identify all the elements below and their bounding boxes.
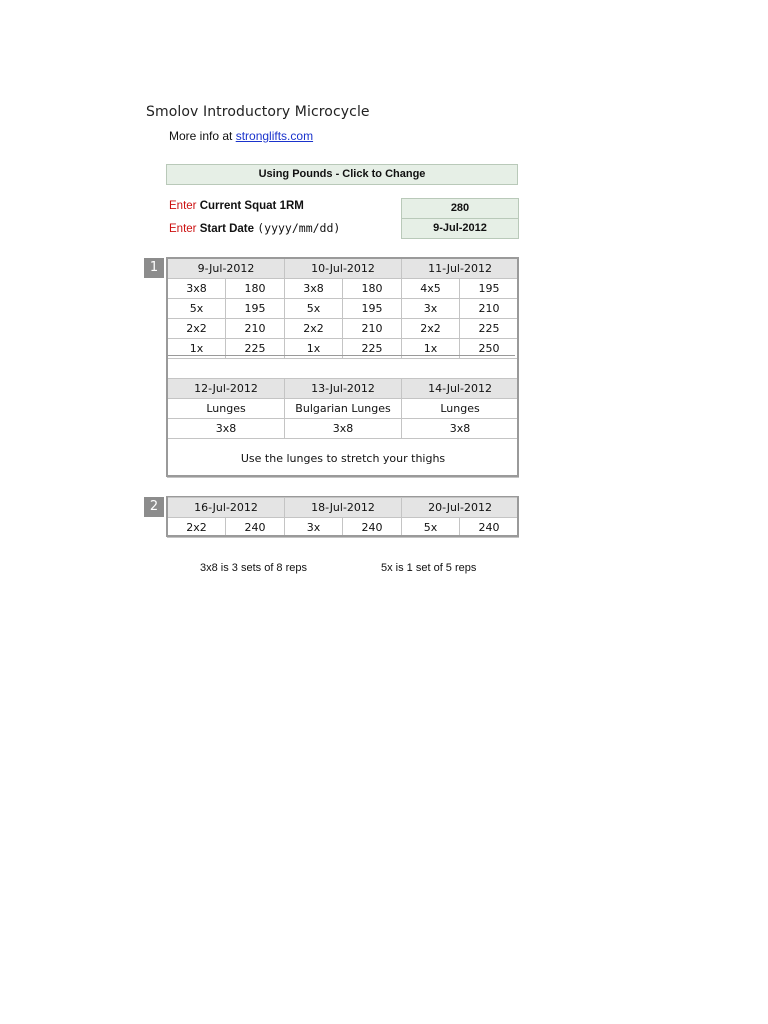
start-label-text: Start Date [199, 223, 255, 235]
sets-cell: 2x2 [168, 319, 226, 339]
sets-cell: 1x [285, 339, 343, 359]
day-date: 14-Jul-2012 [402, 379, 519, 399]
page-title: Smolov Introductory Microcycle [146, 104, 370, 120]
day-date: 10-Jul-2012 [285, 259, 402, 279]
weight-cell: 210 [460, 299, 519, 319]
day-date: 12-Jul-2012 [168, 379, 285, 399]
sets-cell: 5x [285, 299, 343, 319]
start-date-input[interactable]: 9-Jul-2012 [401, 218, 519, 239]
day-date: 13-Jul-2012 [285, 379, 402, 399]
day-date: 18-Jul-2012 [285, 498, 402, 518]
exercise-cell: Bulgarian Lunges [285, 399, 402, 419]
table-row [168, 299, 519, 319]
more-info-prefix: More info at [169, 129, 236, 143]
weight-cell: 225 [343, 339, 402, 359]
sets-cell: 3x8 [402, 419, 519, 439]
spacer-cell [168, 359, 519, 379]
weight-cell: 240 [343, 518, 402, 538]
week-2-badge: 2 [144, 497, 164, 517]
table-row [168, 379, 519, 399]
day-date: 16-Jul-2012 [168, 498, 285, 518]
weight-cell: 225 [460, 319, 519, 339]
weight-cell: 180 [226, 279, 285, 299]
table-row [168, 498, 519, 518]
day-date: 9-Jul-2012 [168, 259, 285, 279]
sets-cell: 3x8 [285, 279, 343, 299]
week-1-table [167, 258, 519, 478]
sets-cell: 2x2 [285, 319, 343, 339]
lunges-note: Use the lunges to stretch your thighs [168, 439, 519, 478]
squat-1rm-input[interactable]: 280 [401, 198, 519, 219]
sets-cell: 3x [402, 299, 460, 319]
weight-cell: 180 [343, 279, 402, 299]
enter-label: Enter [169, 223, 197, 235]
table-row [168, 259, 519, 279]
weight-cell: 210 [343, 319, 402, 339]
weight-cell: 195 [343, 299, 402, 319]
sets-cell: 3x [285, 518, 343, 538]
table-row [168, 339, 519, 359]
squat-label-text: Current Squat 1RM [199, 200, 304, 212]
weight-cell: 195 [460, 279, 519, 299]
more-info-line [169, 129, 313, 143]
exercise-cell: Lunges [168, 399, 285, 419]
sets-cell: 3x8 [168, 419, 285, 439]
stronglifts-link[interactable]: stronglifts.com [235, 129, 314, 143]
weight-cell: 210 [226, 319, 285, 339]
weight-cell: 240 [460, 518, 519, 538]
table-row [168, 279, 519, 299]
sets-cell: 3x8 [285, 419, 402, 439]
weight-cell: 195 [226, 299, 285, 319]
day-date: 11-Jul-2012 [402, 259, 519, 279]
enter-label: Enter [169, 200, 197, 212]
table-row [168, 419, 519, 439]
sets-cell: 2x2 [168, 518, 226, 538]
week-2-table [167, 497, 519, 538]
squat-1rm-label [169, 200, 304, 212]
legend-single-set: 5x is 1 set of 5 reps [381, 562, 477, 574]
start-date-label [169, 221, 340, 235]
table-row [168, 319, 519, 339]
sets-cell: 3x8 [168, 279, 226, 299]
exercise-cell: Lunges [402, 399, 519, 419]
weight-cell: 250 [460, 339, 519, 359]
table-row [168, 439, 519, 478]
day-date: 20-Jul-2012 [402, 498, 519, 518]
week-1-badge: 1 [144, 258, 164, 278]
date-format-hint: (yyyy/mm/dd) [257, 221, 341, 235]
sets-cell: 5x [168, 299, 226, 319]
table-row [168, 518, 519, 538]
legend-sets-reps: 3x8 is 3 sets of 8 reps [200, 562, 307, 574]
sets-cell: 1x [168, 339, 226, 359]
weight-cell: 240 [226, 518, 285, 538]
sets-cell: 4x5 [402, 279, 460, 299]
sets-cell: 2x2 [402, 319, 460, 339]
units-toggle-button[interactable]: Using Pounds - Click to Change [166, 164, 518, 185]
sets-cell: 1x [402, 339, 460, 359]
table-spacer-row [168, 359, 519, 379]
table-row [168, 399, 519, 419]
sets-cell: 5x [402, 518, 460, 538]
weight-cell: 225 [226, 339, 285, 359]
